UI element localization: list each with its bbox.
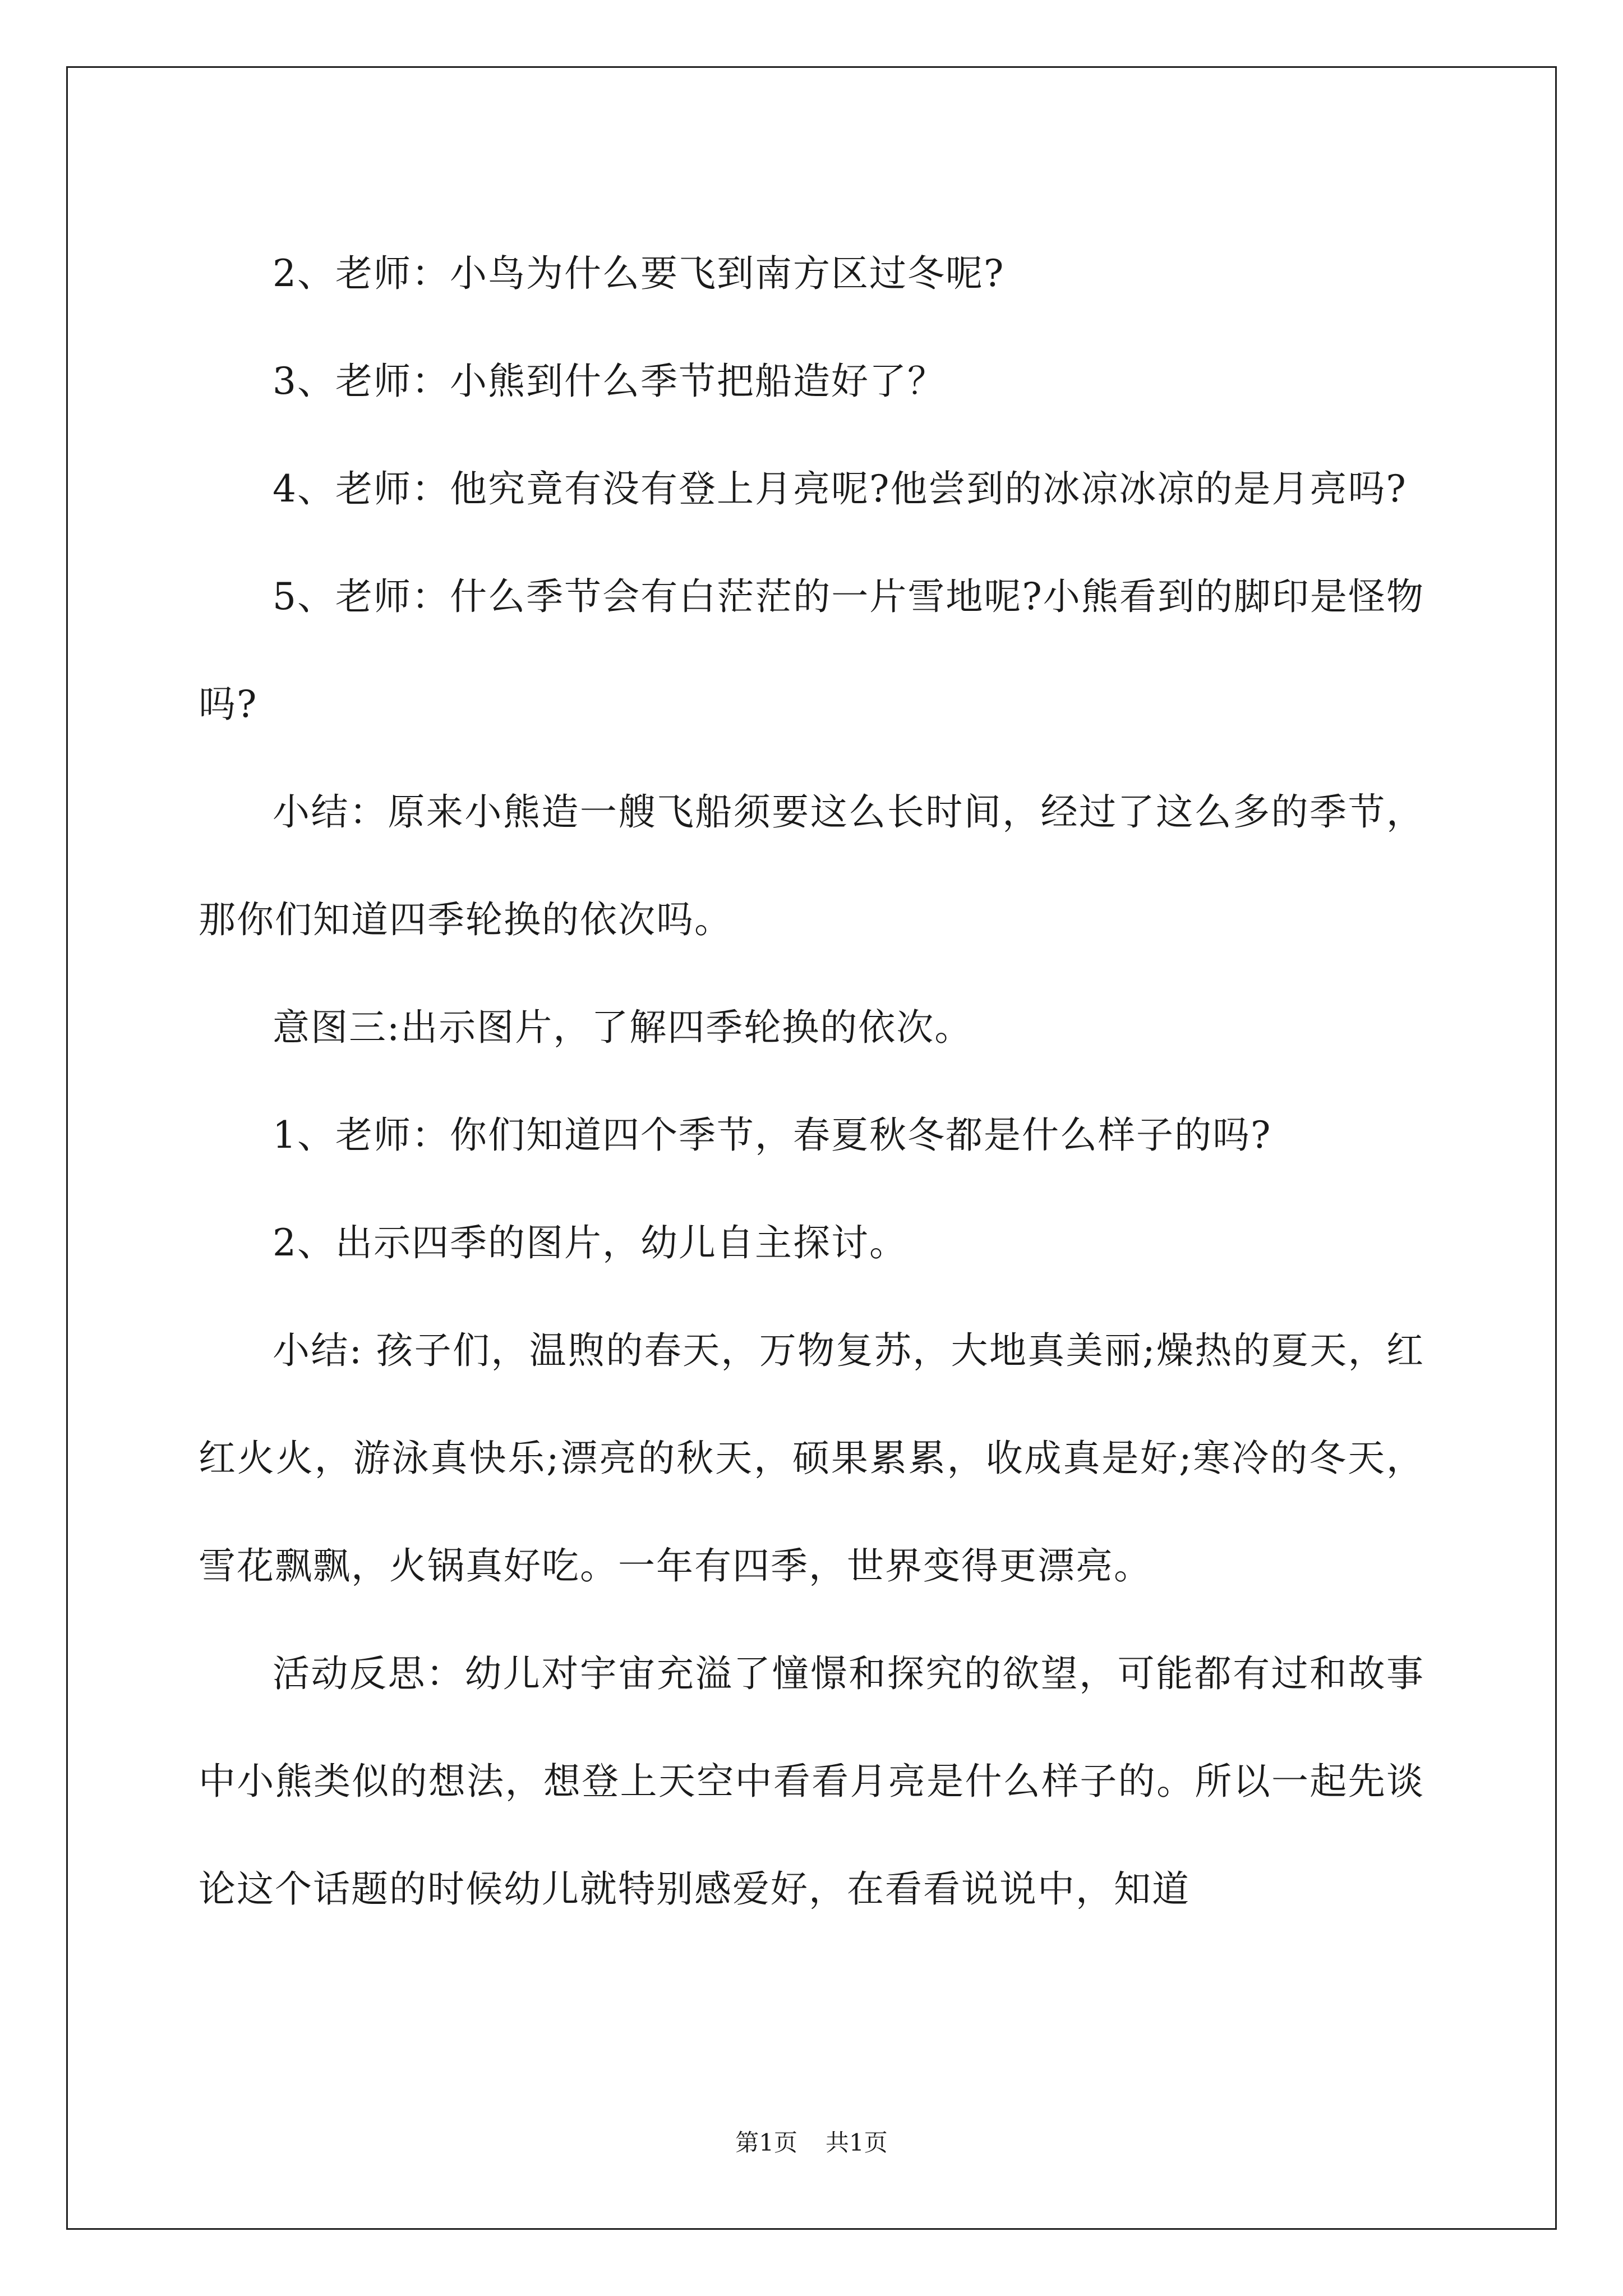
paragraph: 活动反思：幼儿对宇宙充溢了憧憬和探究的欲望，可能都有过和故事中小熊类似的想法，想登上天空中看看月亮是什么样子的。所以一起先谈论这个话题的时候幼儿就特别感爱好，在看看说说中，知道 bbox=[199, 1652, 1424, 1911]
paragraph: 1、老师：你们知道四个季节，春夏秋冬都是什么样子的吗? bbox=[273, 1114, 1272, 1157]
paragraph: 小结：原来小熊造一艘飞船须要这么长时间，经过了这么多的季节，那你们知道四季轮换的依次吗。 bbox=[199, 790, 1424, 941]
paragraph: 2、出示四季的图片，幼儿自主探讨。 bbox=[273, 1221, 907, 1264]
page-number: 第1页 bbox=[735, 2129, 797, 2156]
document-body bbox=[199, 220, 1424, 1943]
paragraph: 5、老师：什么季节会有白茫茫的一片雪地呢?小熊看到的脚印是怪物吗? bbox=[199, 575, 1424, 726]
paragraph: 意图三:出示图片，了解四季轮换的依次。 bbox=[273, 1006, 973, 1049]
paragraph: 4、老师：他究竟有没有登上月亮呢?他尝到的冰凉冰凉的是月亮吗? bbox=[273, 467, 1407, 510]
paragraph: 3、老师：小熊到什么季节把船造好了？ bbox=[273, 360, 946, 403]
paragraph: 2、老师：小鸟为什么要飞到南方区过冬呢? bbox=[273, 252, 1005, 295]
page-total: 共1页 bbox=[826, 2129, 888, 2156]
paragraph: 小结: 孩子们，温煦的春天，万物复苏，大地真美丽;燥热的夏天，红红火火，游泳真快乐;漂亮的秋天，硕果累累，收成真是好;寒冷的冬天，雪花飘飘，火锅真好吃。一年有四季，世界变得更漂亮。 bbox=[199, 1329, 1424, 1588]
page-footer bbox=[0, 2126, 1623, 2160]
